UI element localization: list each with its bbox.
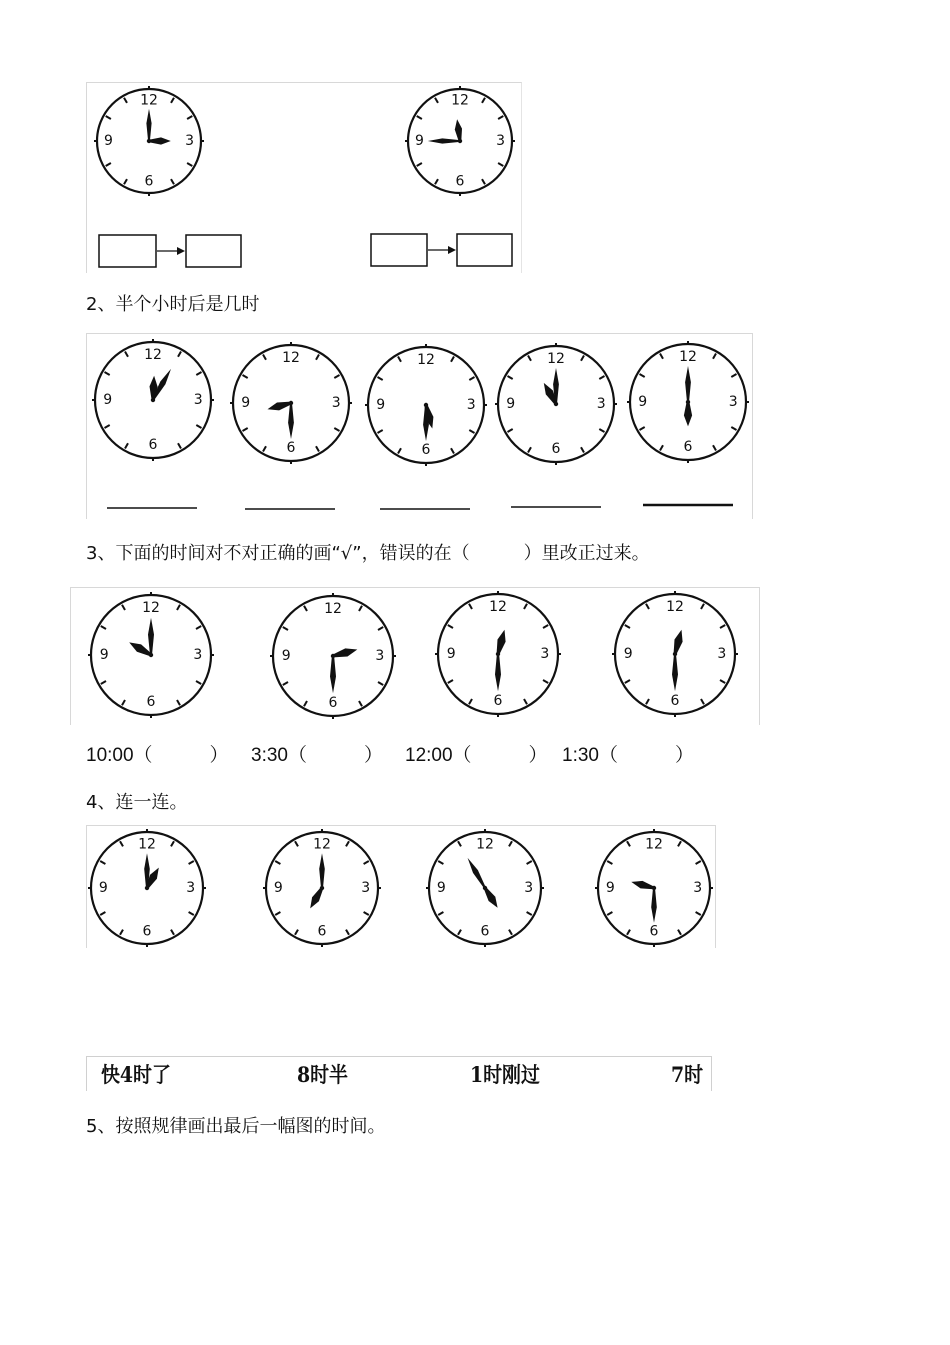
answer-box-end[interactable]: [186, 235, 241, 267]
clock-center: [686, 400, 690, 404]
clock-numeral: 3: [186, 880, 196, 896]
clock-tick: [189, 912, 194, 915]
clock-tick: [627, 930, 630, 935]
minute-hand: [672, 654, 678, 691]
clock-numeral: 9: [414, 133, 424, 149]
clock-face: [263, 829, 381, 947]
clock-tick: [527, 912, 532, 915]
clock-tick: [178, 352, 181, 357]
clock-numeral: 3: [524, 880, 534, 896]
clock-face: [88, 592, 214, 718]
hour-hand: [333, 648, 358, 657]
minute-hand: [288, 403, 294, 439]
clock-tick: [125, 352, 128, 357]
clock-numeral: 12: [666, 599, 684, 616]
clock-tick: [171, 179, 174, 184]
q3-clocks-svg: [71, 588, 759, 725]
hour-hand: [484, 887, 498, 908]
clock-tick: [543, 680, 548, 683]
clock-tick: [334, 375, 339, 378]
clock-numeral: 6: [146, 693, 156, 710]
clock-tick: [640, 427, 645, 430]
clock-numeral: 12: [313, 836, 331, 853]
clock-numeral: 9: [605, 880, 615, 896]
clock-numeral: 12: [142, 600, 160, 617]
clock-center: [554, 402, 558, 406]
clock-tick: [508, 376, 513, 379]
clock-tick: [275, 912, 280, 915]
clock-numeral: 6: [683, 439, 693, 456]
clock-numeral: 6: [144, 173, 154, 190]
clock-tick: [105, 372, 110, 375]
clock-face: [405, 86, 515, 196]
clock-tick: [304, 606, 307, 611]
clock-tick: [448, 625, 453, 628]
clock-tick: [243, 428, 248, 431]
clock-tick: [640, 374, 645, 377]
arrow-head: [177, 247, 185, 255]
clock-numeral: 6: [551, 441, 561, 458]
clock-tick: [171, 98, 174, 103]
minute-hand: [495, 654, 501, 691]
clock-tick: [660, 445, 663, 450]
clock-numeral: 6: [649, 923, 659, 940]
clock-center: [424, 403, 428, 407]
clock-tick: [731, 374, 736, 377]
clock-tick: [125, 443, 128, 448]
clock-numeral: 9: [446, 646, 456, 662]
minute-hand: [428, 138, 460, 143]
clock-tick: [458, 841, 461, 846]
clock-numeral: 12: [476, 836, 494, 853]
clock-tick: [696, 912, 701, 915]
clock-tick: [646, 699, 649, 704]
clock-tick: [196, 626, 201, 629]
hour-hand: [310, 887, 323, 908]
question-5-title: 5、按照规律画出最后一幅图的时间。: [86, 1116, 386, 1137]
clock-face: [627, 341, 749, 463]
answer-item[interactable]: 12:00（ ）: [405, 745, 548, 766]
clock-tick: [469, 604, 472, 609]
clock-tick: [451, 357, 454, 362]
hour-hand: [455, 119, 462, 141]
clock-numeral: 12: [138, 836, 156, 853]
clock-tick: [105, 425, 110, 428]
clock-tick: [469, 377, 474, 380]
clock-tick: [187, 163, 192, 166]
clock-numeral: 3: [193, 392, 203, 408]
clock-tick: [283, 682, 288, 685]
clock-numeral: 6: [148, 437, 158, 454]
minute-hand: [468, 858, 486, 889]
clock-tick: [543, 625, 548, 628]
clock-numeral: 3: [596, 396, 606, 412]
q3-clock-panel: [70, 587, 760, 725]
hour-hand: [129, 642, 152, 656]
clock-tick: [678, 841, 681, 846]
clock-tick: [417, 163, 422, 166]
clock-numeral: 3: [717, 646, 727, 662]
clock-tick: [701, 699, 704, 704]
clock-numeral: 6: [480, 923, 490, 940]
clock-numeral: 12: [324, 601, 342, 618]
clock-numeral: 3: [185, 133, 195, 149]
clock-tick: [417, 116, 422, 119]
clock-tick: [731, 427, 736, 430]
clock-face: [365, 344, 487, 466]
clock-center: [331, 654, 335, 658]
clock-tick: [101, 681, 106, 684]
clock-numeral: 6: [455, 173, 465, 190]
clock-numeral: 9: [376, 397, 386, 413]
hour-hand: [149, 137, 171, 144]
clock-tick: [378, 377, 383, 380]
clock-tick: [122, 605, 125, 610]
clock-tick: [378, 682, 383, 685]
q2-clocks-svg: [87, 334, 752, 519]
clock-numeral: 6: [328, 694, 338, 711]
clock-tick: [124, 98, 127, 103]
clock-face: [94, 86, 204, 196]
clock-numeral: 3: [375, 648, 385, 664]
clock-tick: [316, 446, 319, 451]
clock-tick: [275, 861, 280, 864]
clock-numeral: 6: [286, 440, 296, 457]
clock-tick: [469, 699, 472, 704]
clock-numeral: 9: [281, 648, 291, 664]
clock-tick: [713, 354, 716, 359]
clock-tick: [120, 841, 123, 846]
clock-tick: [398, 357, 401, 362]
clock-center: [458, 139, 462, 143]
answer-item[interactable]: 3:30（ ）: [251, 745, 383, 766]
q4-clocks-svg: [87, 826, 715, 948]
clock-tick: [509, 930, 512, 935]
clock-numeral: 9: [103, 392, 113, 408]
clock-tick: [528, 447, 531, 452]
clock-numeral: 3: [193, 647, 203, 663]
clock-tick: [625, 680, 630, 683]
question-4-title: 4、连一连。: [86, 792, 188, 813]
clock-numeral: 12: [489, 599, 507, 616]
clock-tick: [607, 861, 612, 864]
clock-tick: [196, 681, 201, 684]
clock-tick: [451, 448, 454, 453]
clock-center: [652, 886, 656, 890]
clock-numeral: 9: [98, 880, 108, 896]
clock-face: [426, 829, 544, 947]
clock-numeral: 12: [282, 349, 300, 366]
clock-tick: [189, 861, 194, 864]
clock-tick: [106, 116, 111, 119]
hour-hand: [684, 402, 692, 426]
clock-face: [435, 591, 561, 717]
clock-tick: [625, 625, 630, 628]
q4-clock-panel: [86, 825, 716, 948]
clock-tick: [295, 930, 298, 935]
clock-numeral: 6: [493, 692, 503, 709]
clock-tick: [509, 841, 512, 846]
clock-tick: [713, 445, 716, 450]
answer-item[interactable]: 10:00（ ）: [86, 745, 229, 766]
clock-tick: [101, 626, 106, 629]
clock-tick: [196, 425, 201, 428]
clock-tick: [438, 861, 443, 864]
clock-center: [483, 886, 487, 890]
clock-tick: [448, 680, 453, 683]
clock-center: [289, 401, 293, 405]
answer-box-start[interactable]: [99, 235, 156, 267]
clock-numeral: 12: [547, 350, 565, 367]
clock-tick: [359, 701, 362, 706]
clock-tick: [171, 930, 174, 935]
clock-tick: [398, 448, 401, 453]
clock-numeral: 9: [623, 646, 633, 662]
clock-numeral: 9: [506, 396, 516, 412]
clock-face: [270, 593, 396, 719]
clock-tick: [124, 179, 127, 184]
clock-tick: [646, 604, 649, 609]
clock-numeral: 6: [421, 442, 431, 459]
clock-numeral: 9: [273, 880, 283, 896]
clock-numeral: 12: [645, 836, 663, 853]
clock-tick: [364, 861, 369, 864]
clock-tick: [524, 604, 527, 609]
clock-tick: [528, 356, 531, 361]
clock-tick: [607, 912, 612, 915]
clock-face: [88, 829, 206, 947]
question-3-title: 3、下面的时间对不对正确的画“√”，错误的在（ ）里改正过来。: [86, 543, 650, 564]
clock-face: [595, 829, 713, 947]
clock-numeral: 6: [670, 692, 680, 709]
clock-tick: [122, 700, 125, 705]
clock-tick: [527, 861, 532, 864]
clock-tick: [581, 447, 584, 452]
hour-hand: [268, 402, 292, 411]
clock-center: [151, 398, 155, 402]
clock-tick: [660, 354, 663, 359]
clock-tick: [498, 116, 503, 119]
q4-label-strip: [86, 1056, 712, 1091]
clock-tick: [435, 98, 438, 103]
q1-clock-panel: [86, 82, 522, 273]
clock-numeral: 12: [144, 346, 162, 363]
clock-tick: [295, 841, 298, 846]
clock-tick: [696, 861, 701, 864]
match-label[interactable]: 1时刚过: [470, 1062, 540, 1087]
clock-tick: [482, 98, 485, 103]
clock-face: [612, 591, 738, 717]
clock-tick: [701, 604, 704, 609]
question-2-title: 2、半个小时后是几时: [86, 294, 260, 315]
clock-numeral: 3: [466, 397, 476, 413]
hour-hand: [674, 630, 683, 655]
clock-tick: [678, 930, 681, 935]
clock-tick: [304, 701, 307, 706]
clock-tick: [364, 912, 369, 915]
clock-tick: [627, 841, 630, 846]
clock-numeral: 9: [103, 133, 113, 149]
clock-tick: [334, 428, 339, 431]
q1-clocks-svg: [87, 83, 521, 273]
match-label[interactable]: 8时半: [297, 1062, 348, 1087]
clock-tick: [106, 163, 111, 166]
clock-tick: [316, 355, 319, 360]
hour-hand: [497, 630, 506, 655]
clock-center: [149, 653, 153, 657]
clock-tick: [498, 163, 503, 166]
clock-numeral: 12: [451, 92, 469, 109]
clock-tick: [581, 356, 584, 361]
clock-numeral: 12: [140, 92, 158, 109]
answer-box-end[interactable]: [457, 234, 512, 266]
clock-tick: [378, 430, 383, 433]
clock-face: [92, 339, 214, 461]
hour-hand: [631, 881, 654, 889]
clock-numeral: 6: [317, 923, 327, 940]
answer-box-start[interactable]: [371, 234, 427, 266]
clock-numeral: 9: [436, 880, 446, 896]
clock-numeral: 3: [693, 880, 703, 896]
clock-numeral: 9: [638, 394, 648, 410]
clock-numeral: 3: [540, 646, 550, 662]
clock-tick: [599, 429, 604, 432]
clock-tick: [196, 372, 201, 375]
clock-tick: [178, 443, 181, 448]
clock-tick: [720, 680, 725, 683]
clock-tick: [508, 429, 513, 432]
clock-face: [230, 342, 352, 464]
clock-tick: [720, 625, 725, 628]
clock-tick: [177, 605, 180, 610]
match-label[interactable]: 快4时了: [101, 1062, 171, 1087]
clock-numeral: 3: [331, 395, 341, 411]
clock-center: [145, 886, 149, 890]
clock-tick: [346, 930, 349, 935]
clock-numeral: 3: [496, 133, 506, 149]
clock-tick: [435, 179, 438, 184]
clock-tick: [524, 699, 527, 704]
clock-center: [496, 652, 500, 656]
q2-clock-panel: [86, 333, 753, 519]
clock-tick: [263, 446, 266, 451]
minute-hand: [319, 853, 325, 888]
match-label[interactable]: 7时: [671, 1062, 704, 1087]
clock-tick: [346, 841, 349, 846]
clock-tick: [187, 116, 192, 119]
clock-tick: [100, 861, 105, 864]
clock-tick: [120, 930, 123, 935]
clock-numeral: 6: [142, 923, 152, 940]
clock-numeral: 12: [679, 348, 697, 365]
clock-tick: [100, 912, 105, 915]
clock-tick: [458, 930, 461, 935]
minute-hand: [146, 109, 151, 141]
clock-numeral: 12: [417, 351, 435, 368]
arrow-head: [448, 246, 456, 254]
clock-tick: [469, 430, 474, 433]
clock-numeral: 9: [99, 647, 109, 663]
clock-tick: [177, 700, 180, 705]
clock-center: [673, 652, 677, 656]
clock-numeral: 9: [241, 395, 251, 411]
clock-tick: [482, 179, 485, 184]
minute-hand: [685, 366, 691, 402]
clock-tick: [378, 627, 383, 630]
clock-center: [147, 139, 151, 143]
clock-tick: [171, 841, 174, 846]
clock-face: [495, 343, 617, 465]
minute-hand: [330, 656, 336, 693]
clock-tick: [359, 606, 362, 611]
clock-tick: [599, 376, 604, 379]
answer-item[interactable]: 1:30（ ）: [562, 745, 694, 766]
clock-numeral: 3: [361, 880, 371, 896]
clock-tick: [438, 912, 443, 915]
clock-numeral: 3: [728, 394, 738, 410]
clock-tick: [263, 355, 266, 360]
clock-center: [320, 886, 324, 890]
clock-tick: [283, 627, 288, 630]
clock-tick: [243, 375, 248, 378]
minute-hand: [651, 888, 657, 923]
minute-hand: [148, 618, 154, 655]
